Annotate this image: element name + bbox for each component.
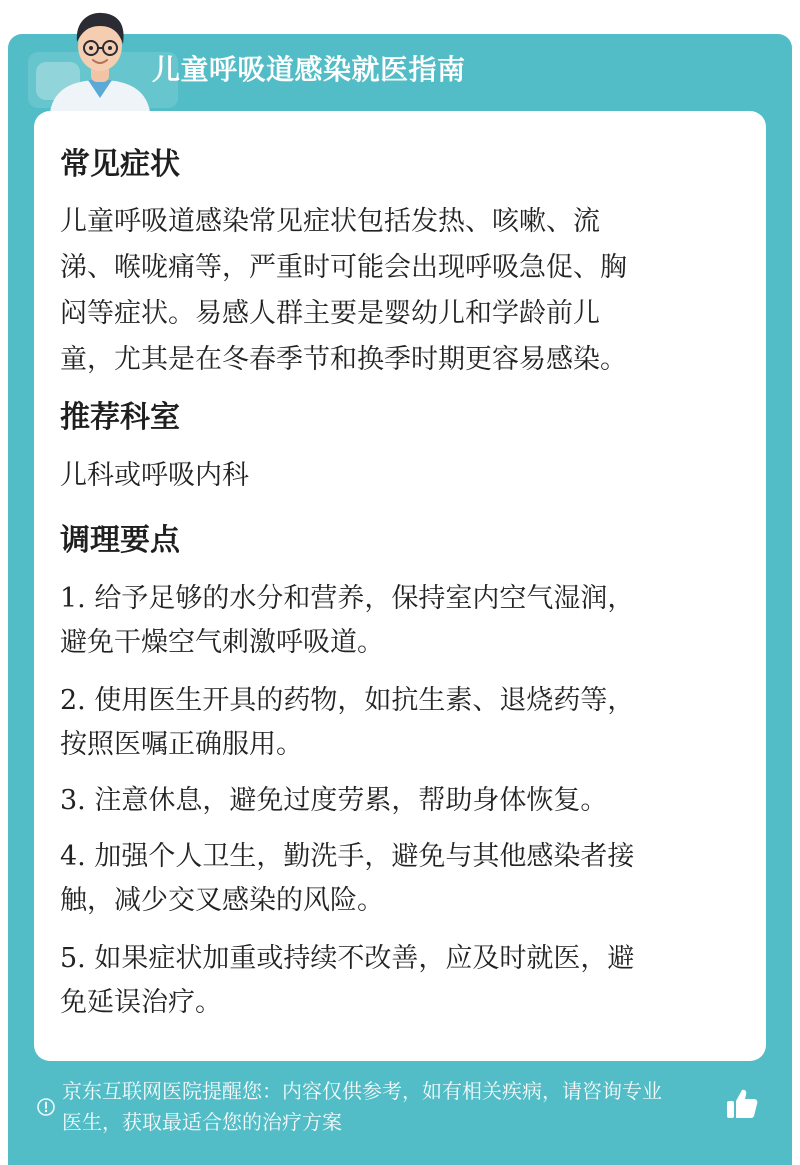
- care-item-text: 如果症状加重或持续不改善，应及时就医，避: [94, 943, 635, 974]
- symptoms-line: 童，尤其是在冬春季节和换季时期更容易感染。: [60, 344, 627, 375]
- symptoms-line: 儿童呼吸道感染常见症状包括发热、咳嗽、流: [60, 206, 600, 237]
- disclaimer-line: 医生，获取最适合您的治疗方案: [62, 1110, 342, 1134]
- section-title-symptoms: 常见症状: [60, 147, 180, 182]
- care-item: [60, 937, 740, 1025]
- page-title: 儿童呼吸道感染就医指南: [152, 53, 466, 86]
- care-item-text: 触，减少交叉感染的风险。: [60, 885, 384, 916]
- care-item: [60, 679, 740, 767]
- care-item-number: 5.: [60, 943, 86, 974]
- care-item-text: 按照医嘱正确服用。: [60, 729, 303, 760]
- care-item: [60, 835, 740, 923]
- thumbs-up-icon[interactable]: [724, 1086, 760, 1122]
- care-item-text: 避免干燥空气刺激呼吸道。: [60, 627, 384, 658]
- care-item-number: 2.: [60, 685, 86, 716]
- care-item: [60, 577, 740, 665]
- symptoms-text: [60, 199, 740, 383]
- department-text: 儿科或呼吸内科: [60, 460, 249, 491]
- care-item-text: 加强个人卫生，勤洗手，避免与其他感染者接: [94, 841, 635, 872]
- doctor-avatar-icon: [44, 6, 156, 112]
- symptoms-line: 涕、喉咙痛等，严重时可能会出现呼吸急促、胸: [60, 252, 627, 283]
- section-title-department: 推荐科室: [60, 400, 180, 435]
- symptoms-line: 闷等症状。易感人群主要是婴幼儿和学龄前儿: [60, 298, 600, 329]
- care-item-number: 4.: [60, 841, 86, 872]
- care-item-text: 给予足够的水分和营养，保持室内空气湿润，: [94, 583, 635, 614]
- care-item: [60, 779, 740, 823]
- content-card: [34, 111, 766, 1061]
- disclaimer-text: [62, 1076, 732, 1138]
- care-item-text: 注意休息，避免过度劳累，帮助身体恢复。: [94, 785, 608, 816]
- section-title-care: 调理要点: [60, 523, 180, 558]
- care-item-text: 免延误治疗。: [60, 987, 222, 1018]
- care-item-number: 1.: [60, 583, 86, 614]
- care-item-text: 使用医生开具的药物，如抗生素、退烧药等，: [94, 685, 635, 716]
- disclaimer-line: 京东互联网医院提醒您：内容仅供参考，如有相关疾病，请咨询专业: [62, 1079, 662, 1103]
- care-item-number: 3.: [60, 785, 86, 816]
- info-icon: [36, 1097, 56, 1117]
